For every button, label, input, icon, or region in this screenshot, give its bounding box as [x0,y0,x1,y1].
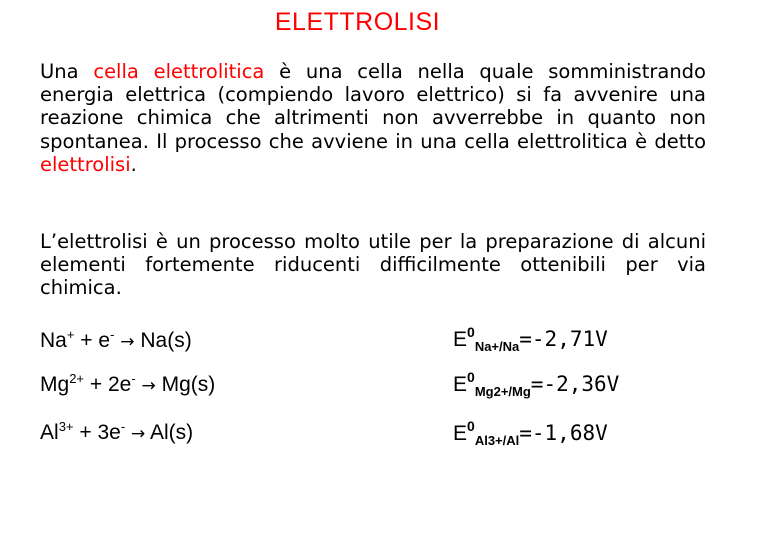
ion-charge: 2+ [69,371,85,386]
potential-symbol: E [453,422,468,445]
potential-value: =-2,71V [519,327,608,351]
standard-superscript: 0 [467,418,475,434]
plus-sign: + [84,373,108,396]
highlighted-term-cell: cella elettrolitica [93,60,265,83]
potential-value: =-1,68V [519,421,608,445]
standard-superscript: 0 [467,369,475,385]
definition-paragraph [40,60,706,176]
ion-symbol: Mg [40,373,70,396]
ion-charge: + [66,327,75,342]
ion-symbol: Na [40,329,67,352]
arrow-icon: → [141,376,156,396]
paragraph-period: . [130,152,137,176]
electrons: 2e [107,373,132,396]
redox-couple: Mg2+/Mg [474,384,531,399]
ion-symbol: Al [40,421,59,444]
product: Na(s) [140,329,192,352]
product: Mg(s) [161,373,216,396]
arrow-icon: → [131,424,146,444]
standard-potential [453,418,608,448]
page-title: ELETTROLISI [274,8,441,36]
ion-charge: 3+ [58,419,74,434]
standard-potential [453,324,608,354]
reaction-equation [40,329,192,353]
standard-superscript: 0 [467,324,475,340]
highlighted-term-electrolysis: elettrolisi [40,152,131,176]
plus-sign: + [73,421,98,444]
electrons: e [98,329,111,352]
plus-sign: + [74,329,99,352]
electron-charge: - [131,371,136,386]
usage-paragraph: L’elettrolisi è un processo molto utile per la preparazione di alcuni elementi fortemente riducenti difficilmente ottenibili per via chimica. [40,230,706,300]
standard-potential [453,369,620,399]
electron-charge: - [120,419,126,434]
electrons: 3e [97,421,121,444]
potential-symbol: E [453,373,468,396]
paragraph-word: Una [40,60,79,83]
product: Al(s) [149,421,194,444]
potential-value: =-2,36V [530,372,620,396]
reaction-equation [40,373,215,397]
paragraph-text: è una cella nella quale somministrando energia elettrica (compiendo lavoro elettrico) si fa avvenire una reazione chimica che altrimenti non avverrebbe in quanto non spontanea. Il processo che avviene in una cella elettrolitica è detto [40,60,706,153]
electron-charge: - [110,327,115,342]
redox-couple: Al3+/Al [474,433,520,448]
arrow-icon: → [120,332,135,352]
redox-couple: Na+/Na [474,339,520,354]
reaction-equation [40,421,193,445]
potential-symbol: E [453,328,468,351]
